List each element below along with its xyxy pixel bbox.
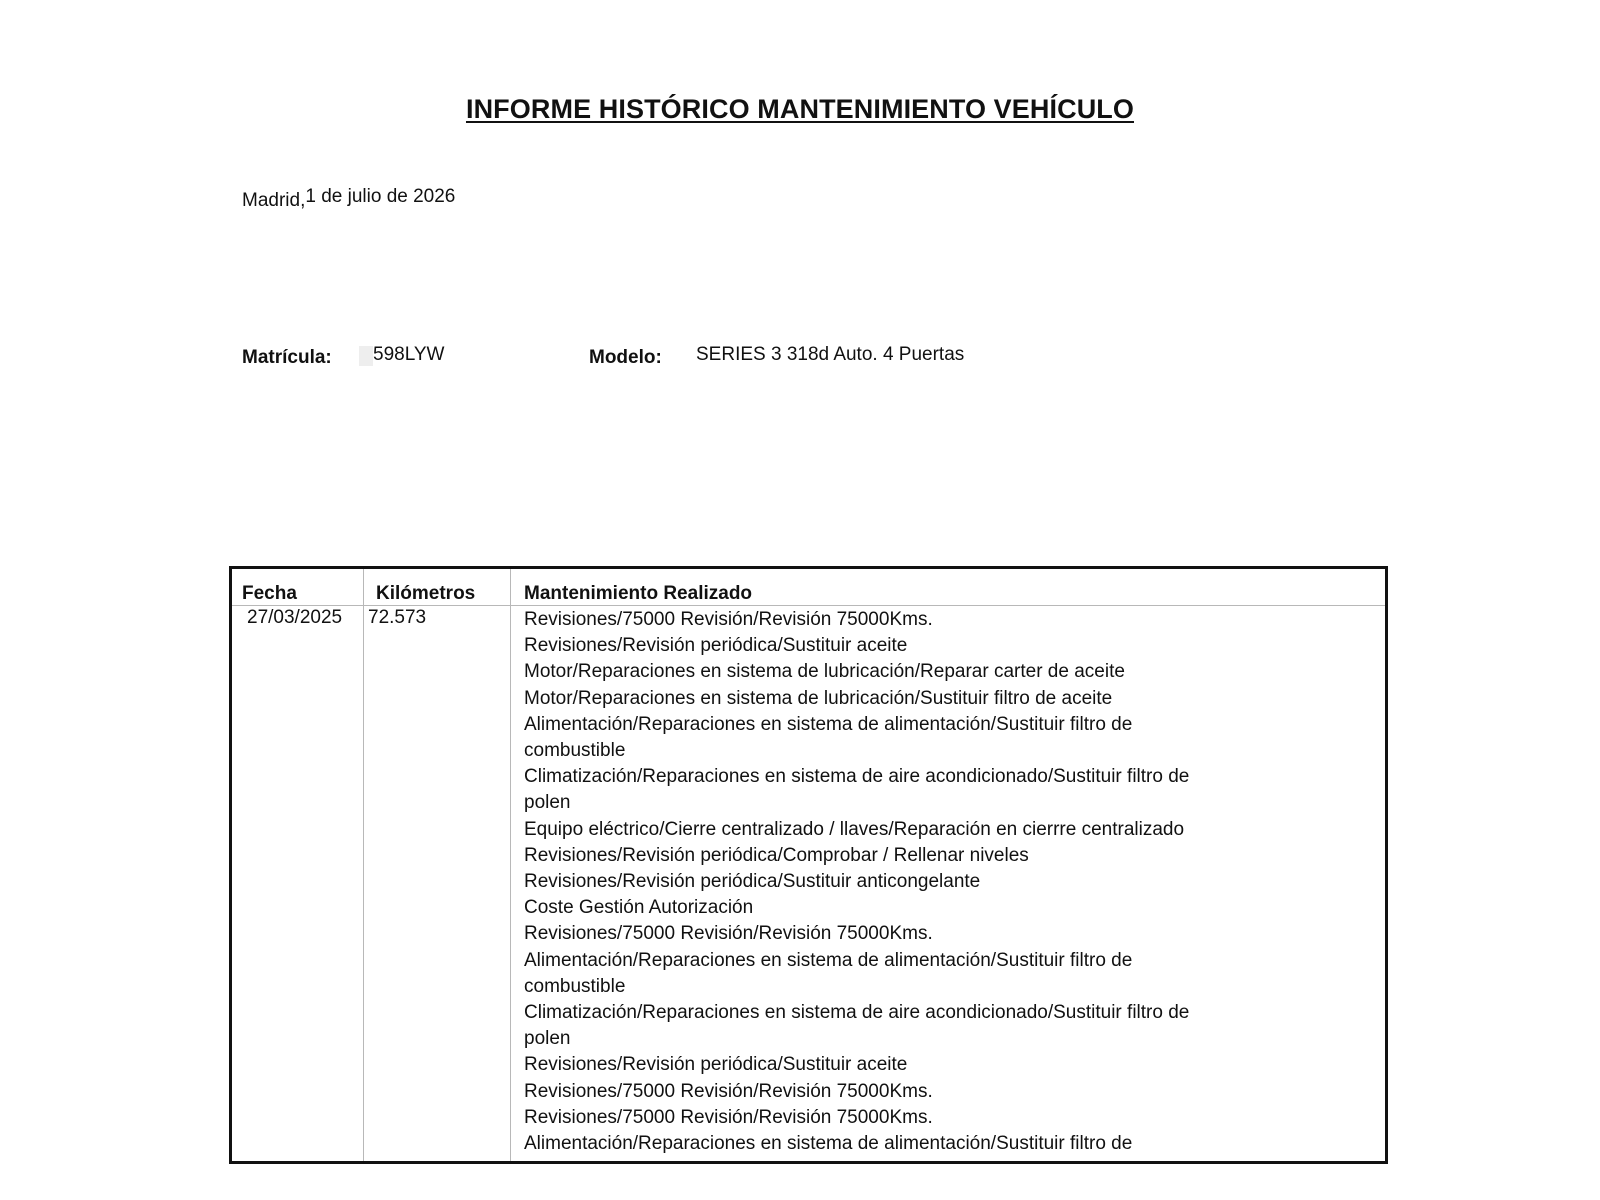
maintenance-line: Coste Gestión Autorización xyxy=(524,897,754,919)
maintenance-line: Equipo eléctrico/Cierre centralizado / llaves/Reparación en cierrre centralizado xyxy=(524,818,1185,840)
report-city: Madrid, xyxy=(242,190,306,211)
maintenance-line: Climatización/Reparaciones en sistema de aire acondicionado/Sustituir filtro de xyxy=(524,766,1190,788)
maintenance-line: Revisiones/Revisión periódica/Sustituir aceite xyxy=(524,1054,908,1076)
report-dateline xyxy=(242,186,456,211)
header-divider xyxy=(232,605,1385,606)
model-value: SERIES 3 318d Auto. 4 Puertas xyxy=(696,344,965,365)
maintenance-line: Revisiones/75000 Revisión/Revisión 75000Kms. xyxy=(524,1106,933,1128)
maintenance-line: Motor/Reparaciones en sistema de lubricación/Sustituir filtro de aceite xyxy=(524,687,1113,709)
maintenance-list xyxy=(524,607,1244,1157)
maintenance-line: Alimentación/Reparaciones en sistema de alimentación/Sustituir filtro de xyxy=(524,1133,1133,1155)
maintenance-line: Alimentación/Reparaciones en sistema de alimentación/Sustituir filtro de xyxy=(524,949,1133,971)
plate-value: 598LYW xyxy=(373,344,445,365)
maintenance-line: Revisiones/Revisión periódica/Sustituir aceite xyxy=(524,635,908,657)
maintenance-line: Motor/Reparaciones en sistema de lubricación/Reparar carter de aceite xyxy=(524,661,1125,683)
column-divider-date xyxy=(363,569,364,1161)
row-date: 27/03/2025 xyxy=(247,607,343,628)
maintenance-line: combustible xyxy=(524,975,626,997)
report-title: INFORME HISTÓRICO MANTENIMIENTO VEHÍCULO xyxy=(465,94,1134,124)
maintenance-line: Revisiones/Revisión periódica/Sustituir anticongelante xyxy=(524,871,981,893)
maintenance-line: combustible xyxy=(524,740,626,762)
model-label: Modelo: xyxy=(589,347,662,368)
header-mantenimiento: Mantenimiento Realizado xyxy=(524,583,753,604)
row-km: 72.573 xyxy=(368,607,427,628)
maintenance-line: Revisiones/Revisión periódica/Comprobar / Rellenar niveles xyxy=(524,844,1029,866)
maintenance-line: Revisiones/75000 Revisión/Revisión 75000Kms. xyxy=(524,1080,933,1102)
maintenance-line: polen xyxy=(524,1028,571,1050)
maintenance-line: Climatización/Reparaciones en sistema de aire acondicionado/Sustituir filtro de xyxy=(524,1002,1190,1024)
header-kilometros: Kilómetros xyxy=(376,583,476,604)
column-divider-km xyxy=(510,569,511,1161)
plate-redaction xyxy=(359,346,373,366)
maintenance-line: Revisiones/75000 Revisión/Revisión 75000Kms. xyxy=(524,923,933,945)
maintenance-table xyxy=(229,566,1388,1164)
maintenance-line: Alimentación/Reparaciones en sistema de alimentación/Sustituir filtro de xyxy=(524,713,1133,735)
maintenance-line: polen xyxy=(524,792,571,814)
plate-label: Matrícula: xyxy=(242,347,332,368)
maintenance-line: Revisiones/75000 Revisión/Revisión 75000Kms. xyxy=(524,609,933,630)
header-fecha: Fecha xyxy=(242,583,297,604)
report-date: 1 de julio de 2026 xyxy=(305,186,456,207)
